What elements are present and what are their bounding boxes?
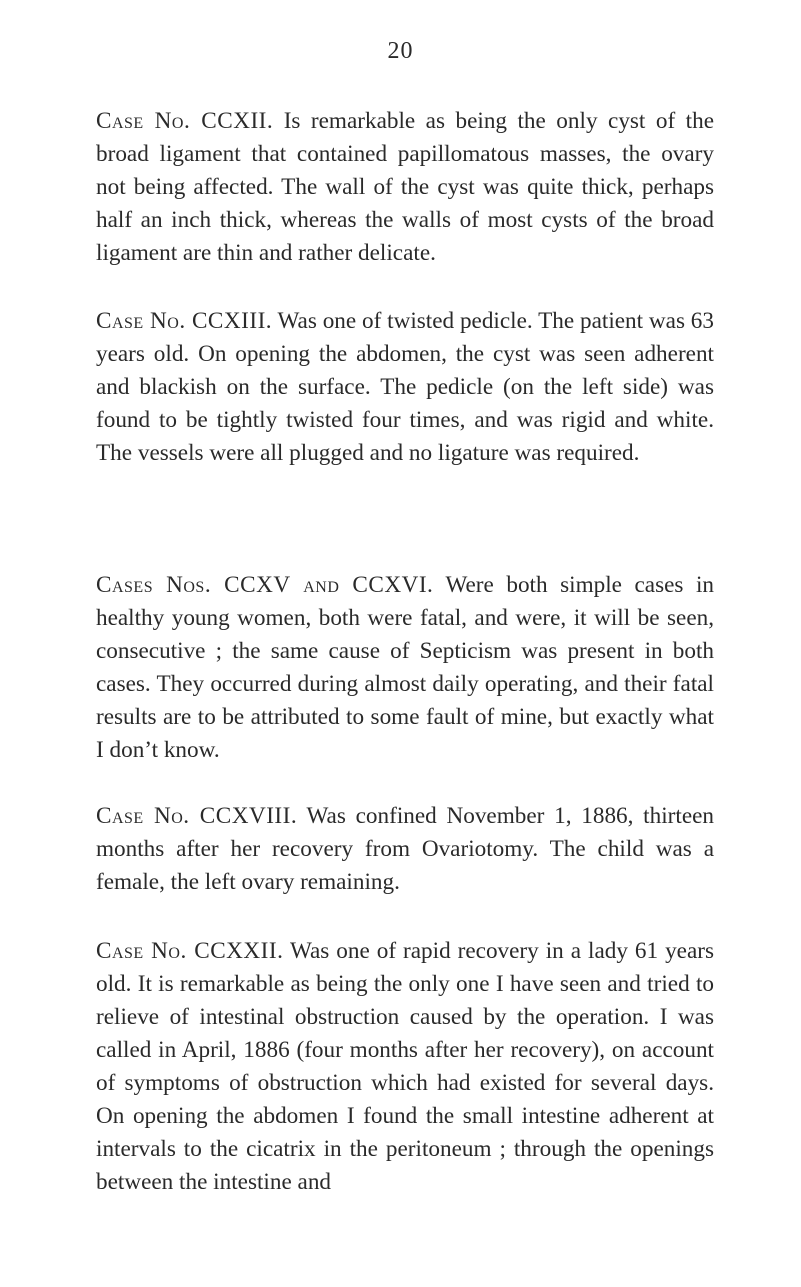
- page-number: 20: [387, 38, 414, 64]
- case-paragraph-ccxv-ccxvi: [96, 569, 714, 767]
- case-paragraph-ccxiii: [96, 305, 714, 470]
- case-heading: Case No. CCXIII.: [96, 308, 273, 334]
- case-paragraph-ccxii: [96, 105, 714, 270]
- case-body: Was one of rapid recovery in a lady 61 years old. It is remarkable as being the only one I have seen and tried to relieve of intestinal obstruction caused by the operation. I was called in April, 1886 (four months after her recovery), on account of symptoms of obstruction which had existed for several days. On opening the abdomen I found the small intestine adherent at intervals to the cicatrix in the peritoneum ; through the openings between the intestine and: [96, 938, 714, 1195]
- case-paragraph-ccxxii: [96, 935, 714, 1199]
- case-heading: Cases Nos. CCXV and CCXVI.: [96, 572, 434, 598]
- case-heading: Case No. CCXVIII.: [96, 803, 298, 829]
- case-body: Is remarkable as being the only cyst of the broad ligament that contained papillomatous masses, the ovary not being affected. The wall of the cyst was quite thick, perhaps half an inch thick, whereas the walls of most cysts of the broad ligament are thin and rather delicate.: [96, 108, 714, 266]
- case-body: Was confined November 1, 1886, thirteen months after her recovery from Ovariotomy. The child was a female, the left ovary remaining.: [96, 803, 714, 895]
- case-heading: Case No. CCXXII.: [96, 938, 284, 964]
- case-body: Were both simple cases in healthy young women, both were fatal, and were, it will be seen, consecutive ; the same cause of Septicism was present in both cases. They occurred during almost daily operating, and their fatal results are to be attributed to some fault of mine, but exactly what I don’t know.: [96, 572, 714, 763]
- case-body: Was one of twisted pedicle. The patient was 63 years old. On opening the abdomen, the cyst was seen adherent and blackish on the surface. The pedicle (on the left side) was found to be tightly twisted four times, and was rigid and white. The vessels were all plugged and no ligature was required.: [96, 308, 714, 466]
- case-paragraph-ccxviii: [96, 800, 714, 899]
- case-heading: Case No. CCXII.: [96, 108, 274, 134]
